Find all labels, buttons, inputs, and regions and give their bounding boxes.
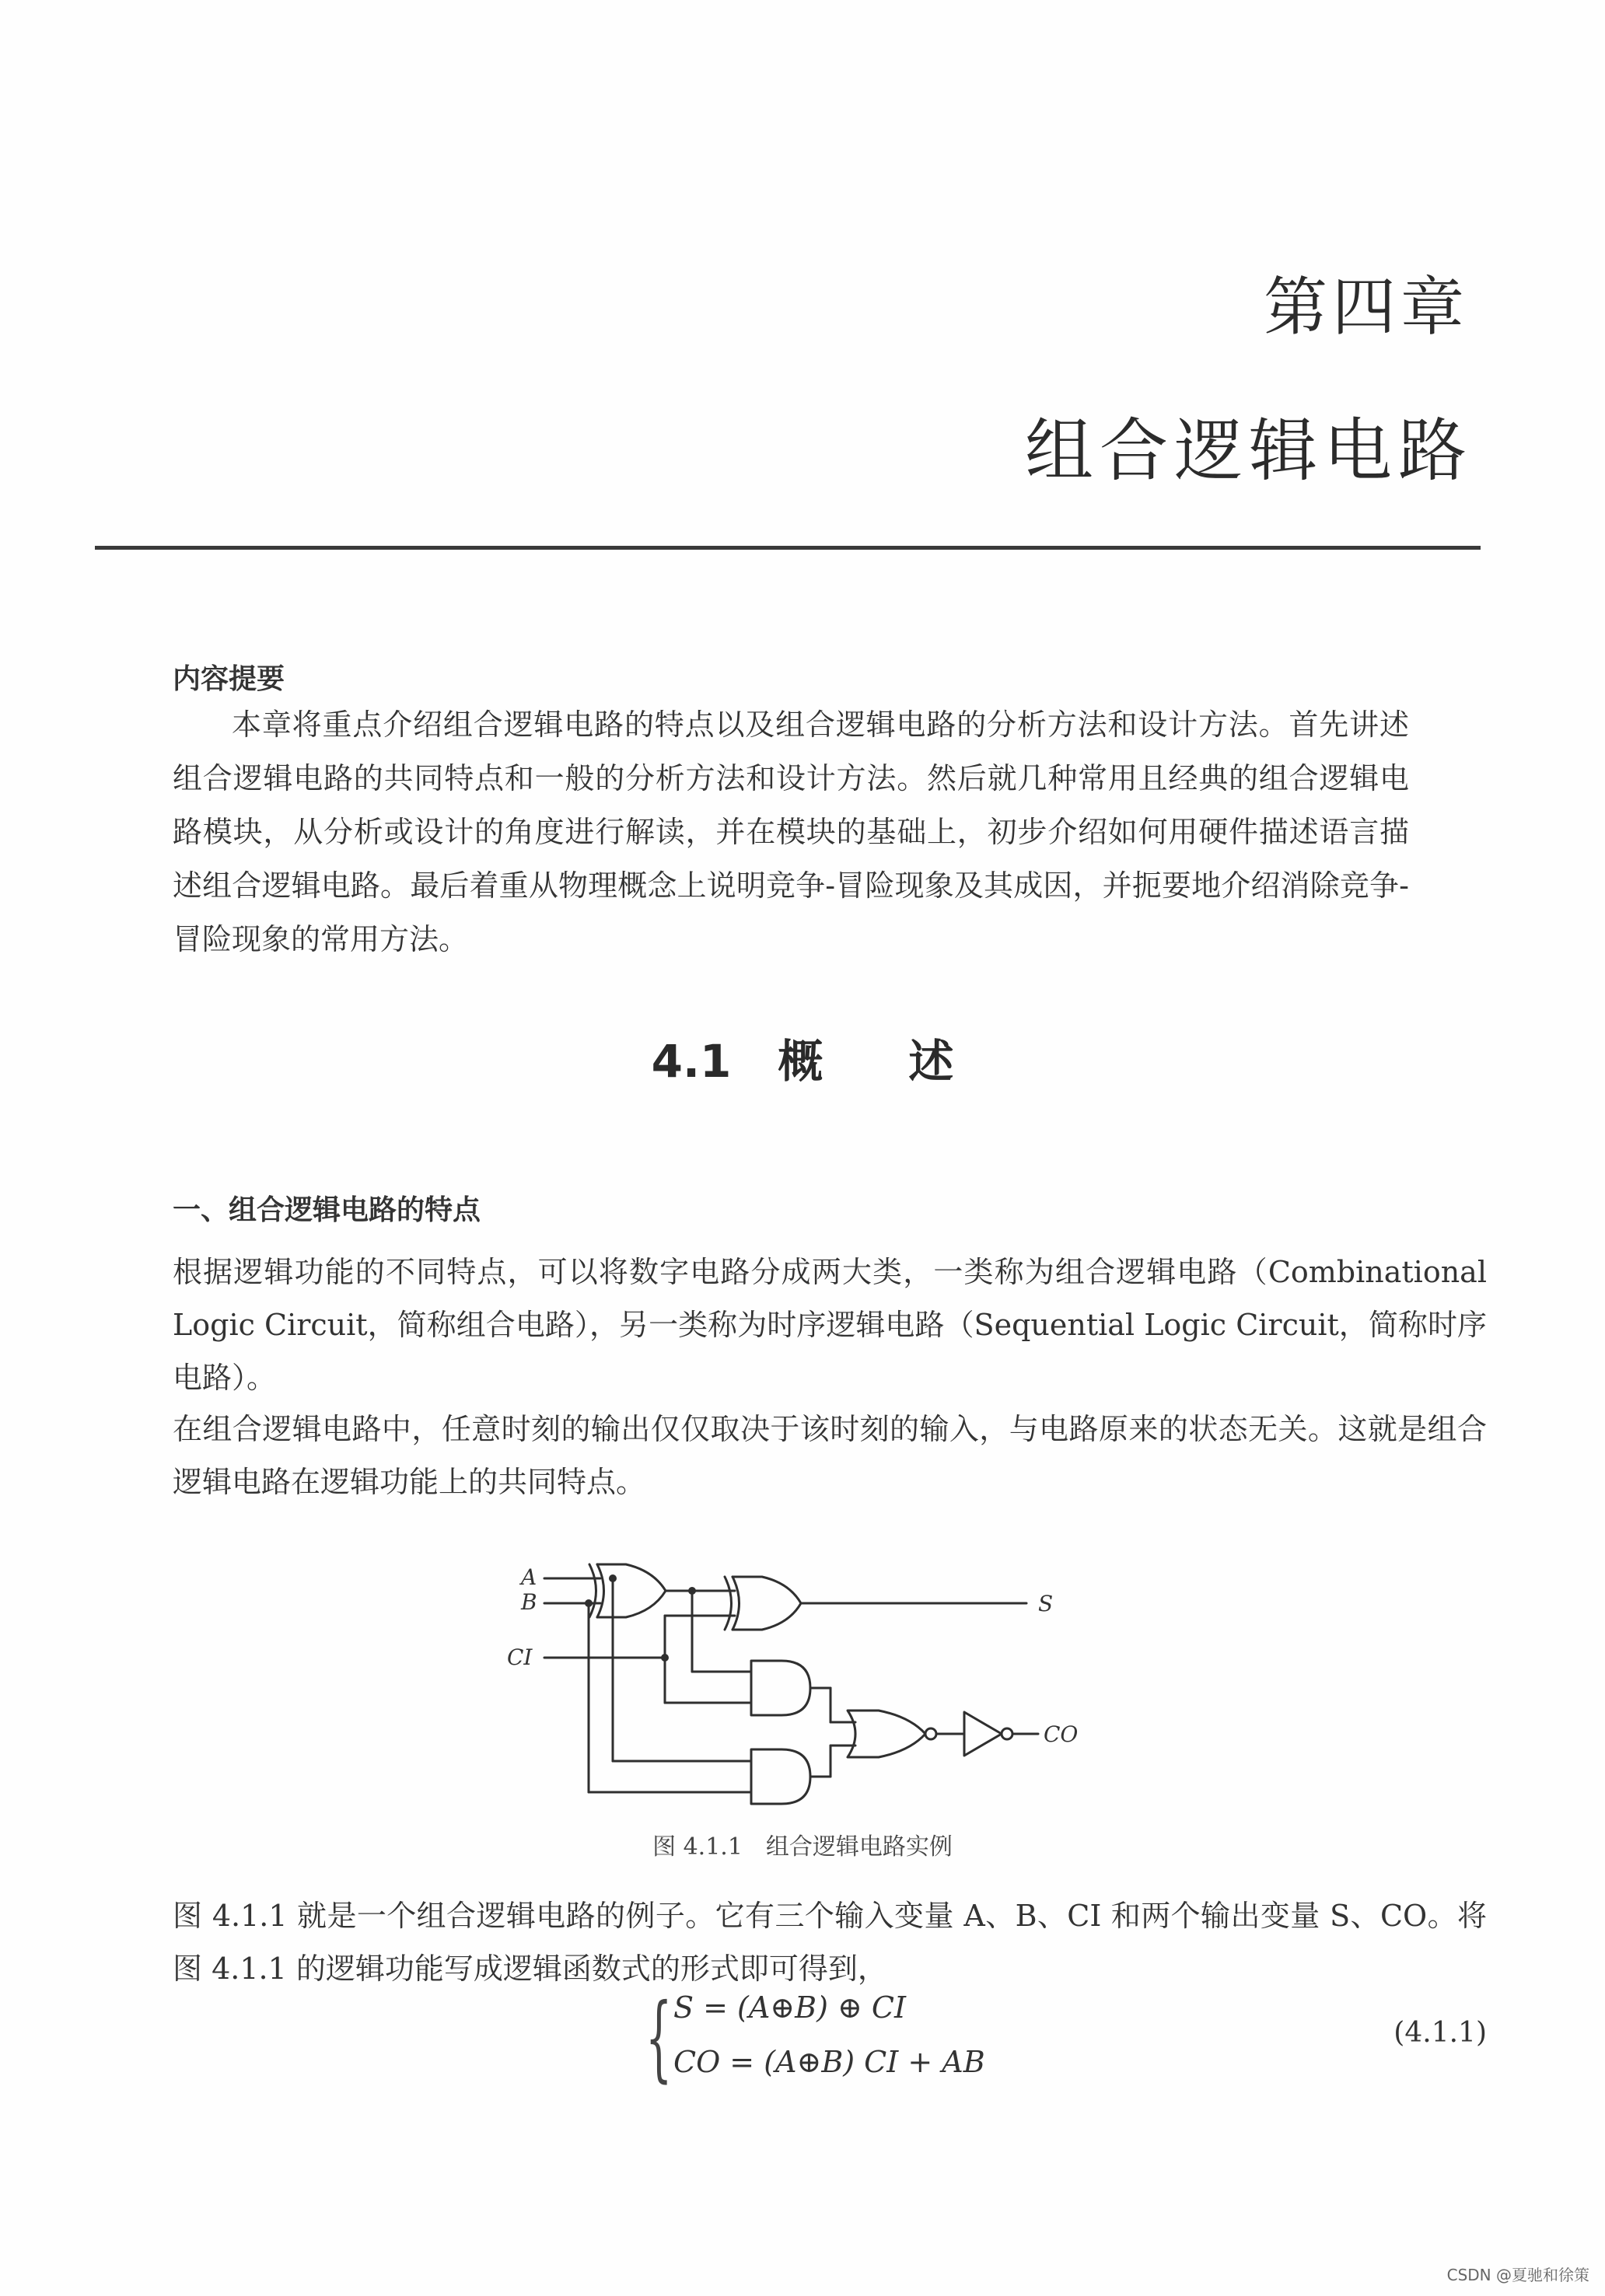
equation-line-2: CO = (A⊕B) CI + AB [673, 2045, 985, 2079]
summary-heading: 内容提要 [173, 663, 285, 695]
nor-body [848, 1711, 925, 1757]
paragraph-3: 图 4.1.1 就是一个组合逻辑电路的例子。它有三个输入变量 A、B、CI 和两个输出变量 S、CO。将图 4.1.1 的逻辑功能写成逻辑函数式的形式即可得到， [173, 1899, 1487, 1986]
section-title-part2: 述 [908, 1035, 954, 1088]
watermark: CSDN @夏驰和徐策 [1446, 2266, 1589, 2284]
label-ci: CI [507, 1644, 533, 1670]
junction-b [585, 1599, 593, 1607]
label-s: S [1038, 1591, 1054, 1616]
paragraph-1: 根据逻辑功能的不同特点，可以将数字电路分成两大类，一类称为组合逻辑电路（Combinational Logic Circuit，简称组合电路），另一类称为时序逻辑电路（Sequential Logic Circuit，简称时序电路）。 [173, 1255, 1487, 1395]
figure-caption: 图 4.1.1 组合逻辑电路实例 [652, 1833, 953, 1861]
not-bubble [1002, 1728, 1012, 1739]
logic-circuit-diagram [459, 1547, 1143, 1819]
junction-ci [661, 1654, 669, 1662]
xor2-body [733, 1577, 801, 1630]
chapter-title: 组合逻辑电路 [1024, 411, 1473, 491]
header-rule [95, 546, 1481, 550]
xor2-back-arc [725, 1577, 732, 1630]
subsection-title: 一、组合逻辑电路的特点 [173, 1194, 481, 1226]
equation-block [645, 1984, 1034, 2099]
junction-xor1-out [688, 1587, 696, 1595]
xor1-back-arc [589, 1564, 596, 1617]
equation-line-1: S = (A⊕B) ⊕ CI [673, 1990, 906, 2025]
section-title [0, 1025, 1605, 1090]
chapter-number: 第四章 [1263, 271, 1469, 344]
junction-a [609, 1574, 617, 1582]
and2-body [751, 1749, 810, 1804]
equation-brace: { [645, 1984, 673, 2092]
summary-text: 本章将重点介绍组合逻辑电路的特点以及组合逻辑电路的分析方法和设计方法。首先讲述组合逻辑电路的共同特点和一般的分析方法和设计方法。然后就几种常用且经典的组合逻辑电路模块，从分析或设计的角度进行解读，并在模块的基础上，初步介绍如何用硬件描述语言描述组合逻辑电路。最后着重从物理概念上说明竞争-冒险现象及其成因，并扼要地介绍消除竞争-冒险现象的常用方法。 [173, 708, 1409, 956]
and1-body [751, 1661, 810, 1715]
section-number: 4.1 [651, 1035, 732, 1088]
nor-bubble [925, 1728, 936, 1739]
not-body [964, 1712, 1002, 1756]
equation-number: (4.1.1) [1393, 2017, 1487, 2049]
paragraph-2: 在组合逻辑电路中，任意时刻的输出仅仅取决于该时刻的输入，与电路原来的状态无关。这就是组合逻辑电路在逻辑功能上的共同特点。 [173, 1412, 1487, 1499]
xor1-body [597, 1564, 666, 1617]
label-a: A [521, 1564, 537, 1590]
section-title-part1: 概 [778, 1035, 823, 1088]
label-b: B [521, 1589, 537, 1615]
label-co: CO [1044, 1721, 1079, 1747]
logic-circuit-figure [459, 1547, 1143, 1819]
